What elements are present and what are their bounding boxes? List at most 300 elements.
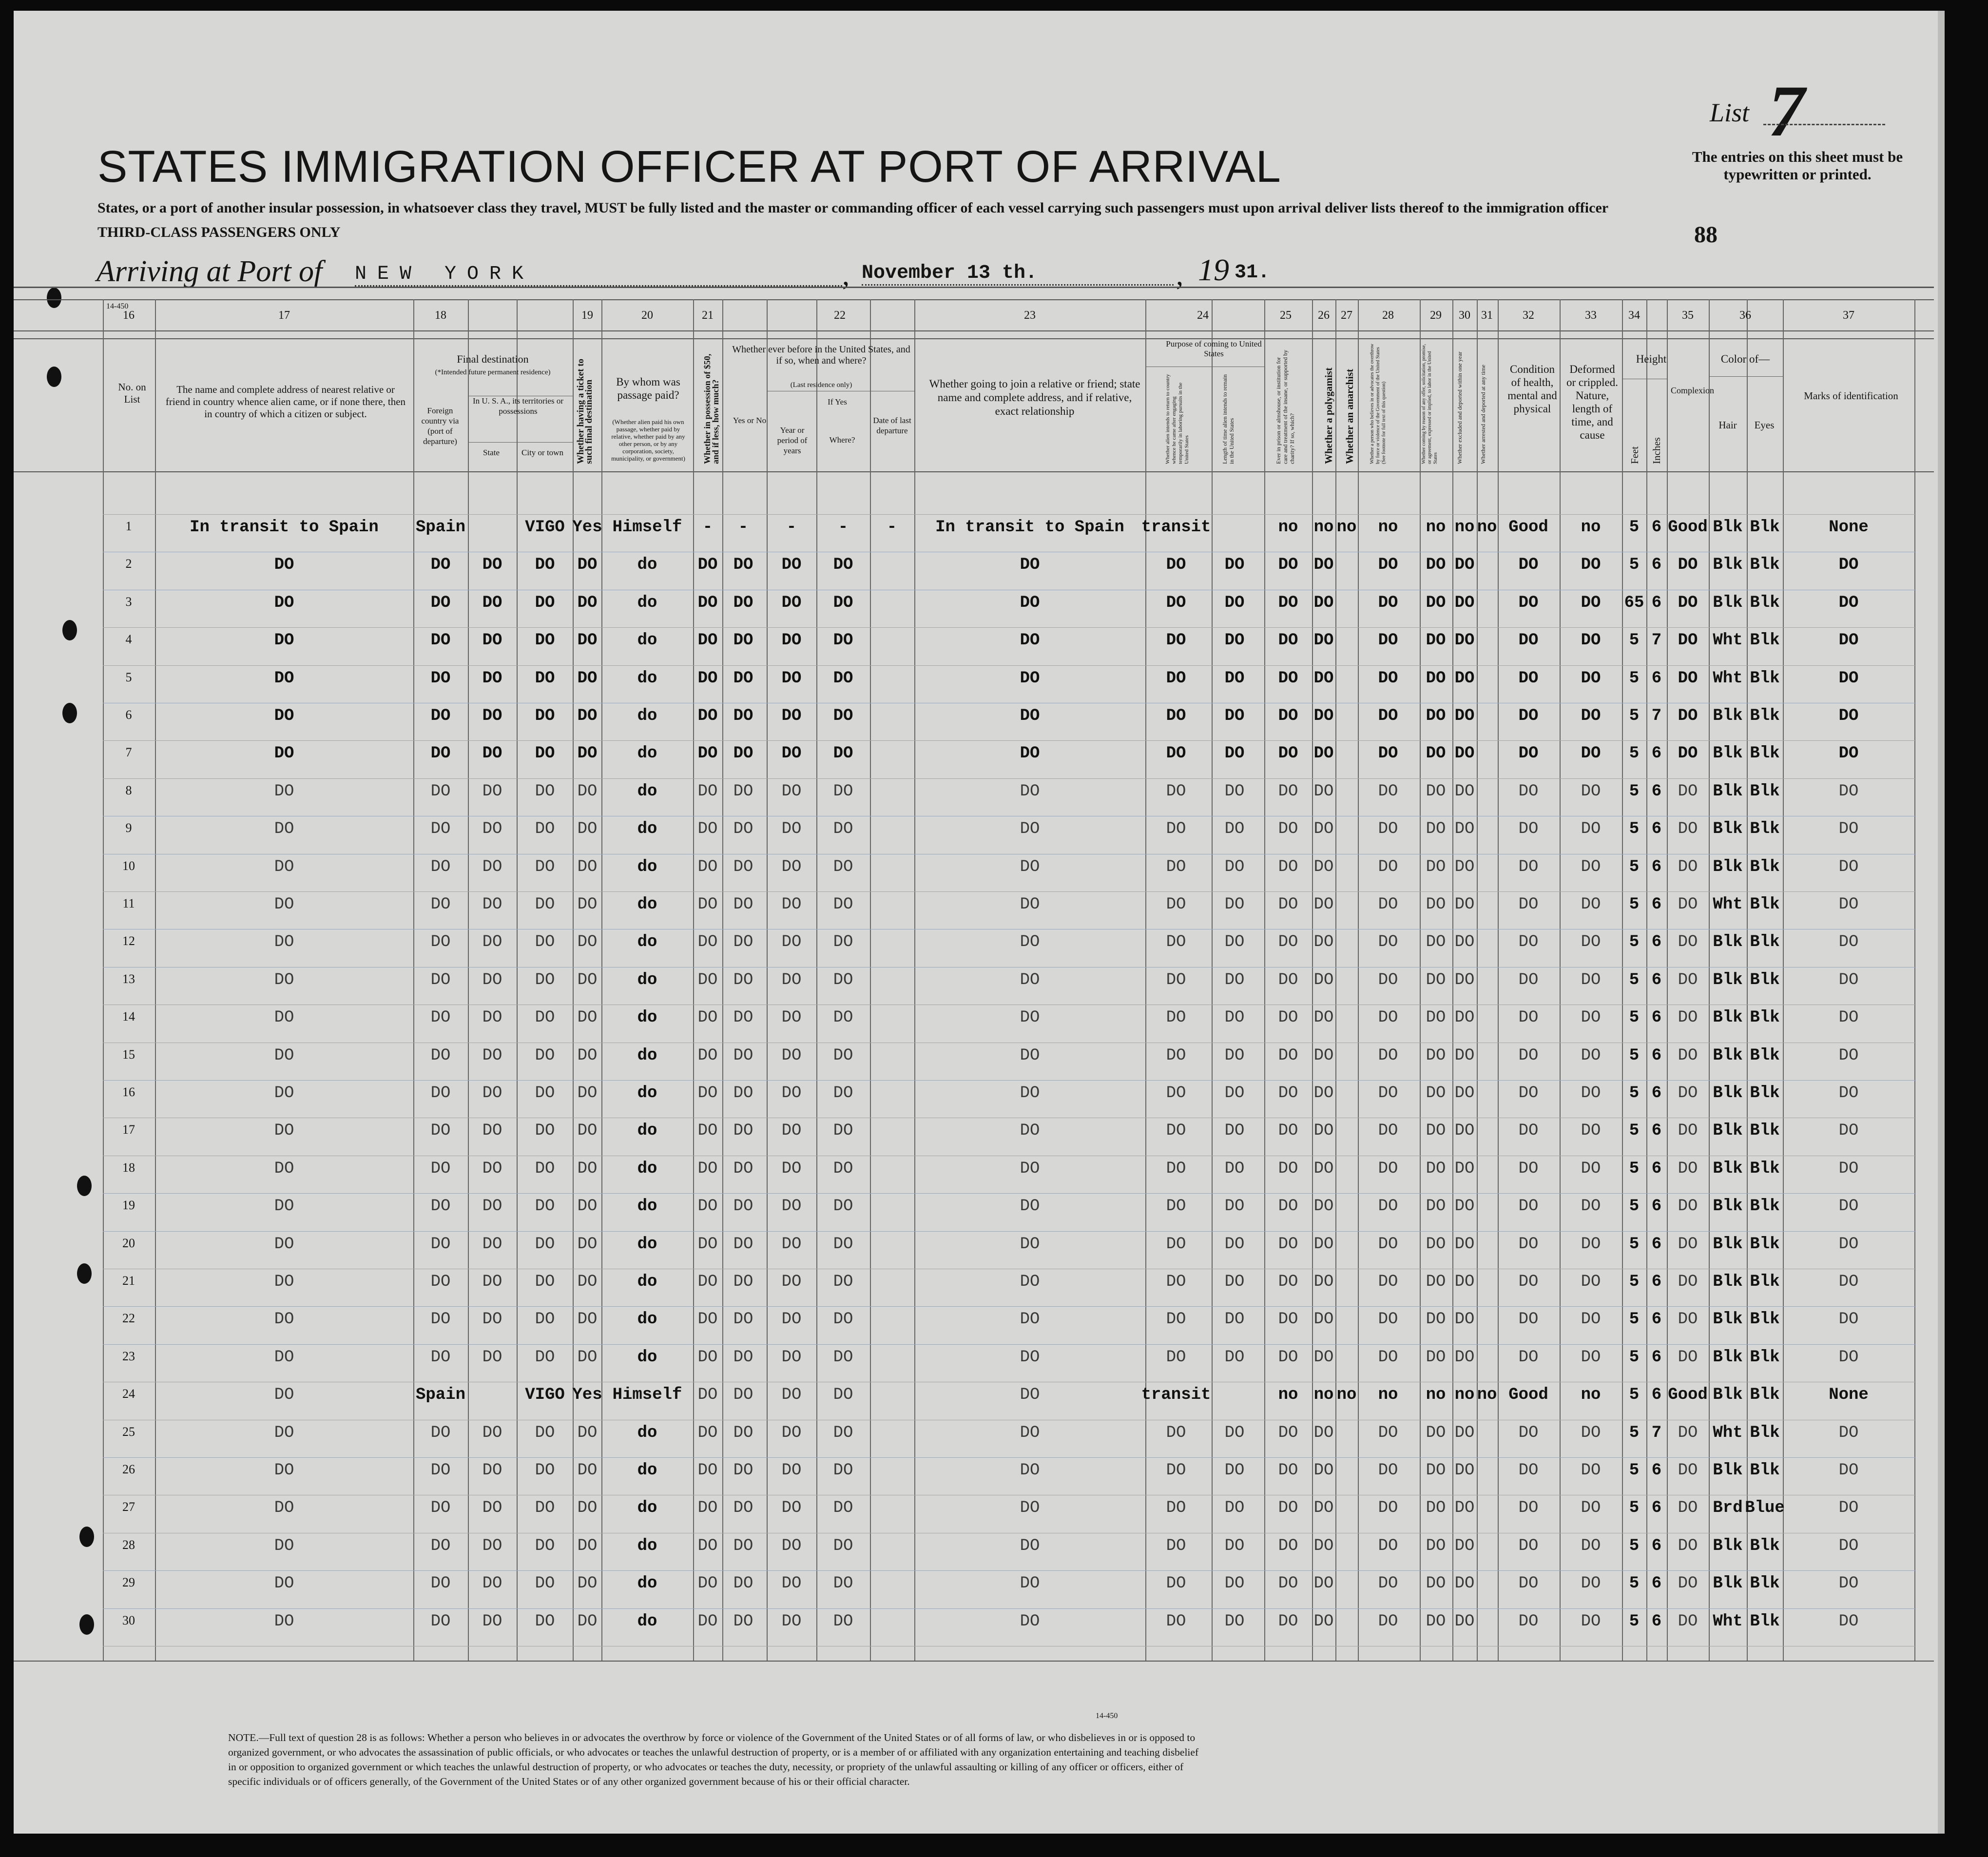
cell-c23: DO [1020, 1348, 1040, 1367]
cell-c33: DO [1581, 1235, 1601, 1254]
cell-state: DO [482, 895, 502, 914]
cell-c33: DO [1581, 556, 1601, 575]
cell-c33: DO [1581, 1008, 1601, 1027]
cell-complexion: DO [1678, 1122, 1698, 1141]
cell-c32: DO [1518, 1612, 1539, 1631]
cell-feet: 5 [1629, 1008, 1640, 1027]
cell-c22b: DO [781, 1197, 802, 1216]
cell-state: DO [482, 1084, 502, 1103]
cell-relative: DO [274, 1084, 294, 1103]
cell-c33: DO [1581, 1612, 1601, 1631]
cell-c29: DO [1426, 857, 1446, 876]
cell-c33: DO [1581, 669, 1601, 688]
cell-c29: DO [1426, 631, 1446, 650]
cell-paid: do [637, 631, 657, 650]
cell-feet: 5 [1629, 1386, 1640, 1405]
cell-c26: DO [1313, 1159, 1334, 1178]
row-number: 19 [122, 1198, 135, 1213]
cell-ticket: DO [577, 857, 598, 876]
subheader-rule [468, 442, 573, 443]
cell-c25: DO [1278, 895, 1298, 914]
cell-c30: DO [1454, 631, 1475, 650]
cell-ticket: DO [577, 707, 598, 725]
cell-c29: DO [1426, 1235, 1446, 1254]
cell-c25: DO [1278, 782, 1298, 801]
cell-c32: DO [1518, 895, 1539, 914]
cell-c26: DO [1313, 593, 1334, 612]
cell-c33: DO [1581, 744, 1601, 763]
cell-c22a: DO [733, 1046, 753, 1065]
cell-hair: Blk [1713, 1122, 1743, 1141]
cell-inches: 6 [1651, 1122, 1662, 1141]
binder-hole [62, 703, 77, 723]
cell-marks: DO [1838, 970, 1859, 989]
cell-c26: DO [1313, 1084, 1334, 1103]
cell-c32: DO [1518, 782, 1539, 801]
cell-complexion: DO [1678, 593, 1698, 612]
cell-feet: 5 [1629, 895, 1640, 914]
cell-complexion: DO [1678, 1574, 1698, 1593]
cell-c24a: DO [1166, 669, 1186, 688]
cell-eyes: Blk [1750, 970, 1780, 989]
cell-foreign: DO [430, 1536, 451, 1555]
cell-c29: DO [1426, 1159, 1446, 1178]
cell-feet: 5 [1629, 1197, 1640, 1216]
cell-c22c: DO [833, 1273, 853, 1291]
cell-c33: DO [1581, 1197, 1601, 1216]
row-number: 3 [125, 594, 132, 609]
cell-c22a: DO [733, 1084, 753, 1103]
cell-c25: DO [1278, 820, 1298, 839]
cell-marks: None [1829, 1386, 1869, 1405]
col18-city: City or town [521, 448, 563, 457]
row-number: 25 [122, 1424, 135, 1439]
row-rule [103, 1306, 1916, 1307]
cell-c21: DO [697, 593, 718, 612]
cell-city: DO [535, 1008, 555, 1027]
cell-c22a: DO [733, 1235, 753, 1254]
col24-return: Whether alien intends to return to country whence he came after engaging temporarily in laboring pursuits in the United States [1165, 374, 1190, 464]
cell-c25: DO [1278, 1536, 1298, 1555]
cell-complexion: DO [1678, 933, 1698, 952]
cell-paid: do [637, 744, 657, 763]
row-number: 1 [125, 519, 132, 533]
cell-relative: DO [274, 1574, 294, 1593]
cell-complexion: DO [1678, 1461, 1698, 1480]
cell-state: DO [482, 1310, 502, 1329]
cell-eyes: Blk [1750, 1612, 1780, 1631]
cell-c28: DO [1378, 857, 1398, 876]
cell-feet: 5 [1629, 1046, 1640, 1065]
cell-c30: DO [1454, 1084, 1475, 1103]
cell-state: DO [482, 593, 502, 612]
cell-inches: 6 [1651, 744, 1662, 763]
cell-city: DO [535, 782, 555, 801]
cell-c33: DO [1581, 1122, 1601, 1141]
col24-length: Length of time alien intends to remain in the United States [1221, 374, 1235, 464]
cell-inches: 7 [1651, 707, 1662, 725]
cell-city: DO [535, 1122, 555, 1141]
cell-c32: DO [1518, 1499, 1539, 1518]
cell-c30: DO [1454, 1122, 1475, 1141]
cell-c25: DO [1278, 970, 1298, 989]
cell-c22a: DO [733, 782, 753, 801]
cell-c24b: DO [1224, 782, 1245, 801]
cell-state: DO [482, 1046, 502, 1065]
col36-header: Color of— [1720, 353, 1770, 365]
cell-c25: DO [1278, 1461, 1298, 1480]
cell-c24b: DO [1224, 669, 1245, 688]
cell-complexion: DO [1678, 857, 1698, 876]
cell-relative: DO [274, 1122, 294, 1141]
cell-feet: 5 [1629, 669, 1640, 688]
cell-c25: DO [1278, 1612, 1298, 1631]
cell-c23: DO [1020, 1084, 1040, 1103]
col22-period: Year or period of years [777, 426, 808, 455]
cell-state: DO [482, 933, 502, 952]
cell-complexion: DO [1678, 895, 1698, 914]
year-prefix: 19 [1198, 252, 1229, 287]
cell-c22a: DO [733, 933, 753, 952]
cell-paid: do [637, 1461, 657, 1480]
cell-marks: DO [1838, 1235, 1859, 1254]
cell-c25: DO [1278, 707, 1298, 725]
cell-c27: no [1336, 1386, 1357, 1405]
cell-relative: DO [274, 1499, 294, 1518]
cell-c33: DO [1581, 970, 1601, 989]
cell-c23: DO [1020, 820, 1040, 839]
cell-hair: Blk [1713, 1046, 1743, 1065]
cell-hair: Blk [1713, 1348, 1743, 1367]
cell-c22a: DO [733, 556, 753, 575]
cell-city: DO [535, 707, 555, 725]
cell-c33: DO [1581, 1159, 1601, 1178]
cell-c33: DO [1581, 1310, 1601, 1329]
port-field: NEW YORK [355, 263, 842, 287]
cell-city: VIGO [525, 518, 565, 537]
cell-c24b: DO [1224, 1046, 1245, 1065]
row-number: 24 [122, 1387, 135, 1401]
cell-c26: DO [1313, 1499, 1334, 1518]
arrival-date-field: November 13 th. [862, 262, 1174, 286]
separator: , [1176, 259, 1183, 291]
cell-c28: DO [1378, 1273, 1398, 1291]
cell-c32: DO [1518, 857, 1539, 876]
cell-c32: DO [1518, 1574, 1539, 1593]
cell-hair: Wht [1713, 1423, 1743, 1442]
cell-relative: DO [274, 1235, 294, 1254]
cell-ticket: DO [577, 895, 598, 914]
cell-c32: DO [1518, 631, 1539, 650]
cell-relative: DO [274, 820, 294, 839]
cell-eyes: Blk [1750, 593, 1780, 612]
column-rule [155, 299, 156, 1661]
cell-c29: DO [1426, 933, 1446, 952]
cell-c22a: DO [733, 707, 753, 725]
cell-c28: DO [1378, 669, 1398, 688]
cell-inches: 6 [1651, 1612, 1662, 1631]
cell-eyes: Blk [1750, 1008, 1780, 1027]
col33-header: Deformed or crippled. Nature, length of time, and cause [1566, 363, 1618, 441]
cell-c29: DO [1426, 970, 1446, 989]
cell-c26: DO [1313, 1536, 1334, 1555]
cell-c22b: DO [781, 1574, 802, 1593]
cell-relative: DO [274, 1612, 294, 1631]
cell-eyes: Blk [1750, 707, 1780, 725]
cell-complexion: DO [1678, 1348, 1698, 1367]
cell-c24a: DO [1166, 1122, 1186, 1141]
cell-c22a: DO [733, 1536, 753, 1555]
cell-c32: DO [1518, 1046, 1539, 1065]
footnote: NOTE.—Full text of question 28 is as follows: Whether a person who believes in or advocates the overthrow by force or violence of the Government of the United States or of all forms of law, or who disbelieves in or is opposed to organized government, or who advocates the assassination of public officials, or who advocates or teaches the unlawful destruction of property, or is a member of or affiliated with any organization entertaining and teaching disbelief in or opposition to organized government or which teaches the unlawful destruction of property, or who advocates or teaches the duty, necessity, or propriety of the unlawful assaulting or killing of any officer or officers, either of specific individuals or of officers generally, of the Government of the United States or of any other organized government because of his or their official character. [228, 1732, 1199, 1787]
cell-inches: 6 [1651, 895, 1662, 914]
cell-c28: DO [1378, 1612, 1398, 1631]
cell-c28: DO [1378, 970, 1398, 989]
cell-c22c: DO [833, 556, 853, 575]
cell-c23: DO [1020, 1197, 1040, 1216]
cell-c24a: DO [1166, 556, 1186, 575]
cell-c22b: DO [781, 857, 802, 876]
cell-c21: DO [697, 1612, 718, 1631]
column-number: 24 [1197, 309, 1209, 322]
cell-c22a: DO [733, 1612, 753, 1631]
cell-state: DO [482, 1235, 502, 1254]
page-title: STATES IMMIGRATION OFFICER AT PORT OF ARRIVAL [97, 142, 1281, 192]
column-number: 25 [1280, 309, 1292, 322]
cell-c22a: DO [733, 1348, 753, 1367]
cell-marks: DO [1838, 593, 1859, 612]
cell-c23: DO [1020, 1122, 1040, 1141]
cell-c21: DO [697, 707, 718, 725]
cell-ticket: Yes [572, 518, 602, 537]
cell-eyes: Blk [1750, 1159, 1780, 1178]
cell-c33: DO [1581, 1536, 1601, 1555]
cell-marks: DO [1838, 744, 1859, 763]
cell-c26: DO [1313, 1197, 1334, 1216]
cell-c28: DO [1378, 1536, 1398, 1555]
cell-c22c: DO [833, 895, 853, 914]
cell-c25: no [1278, 518, 1298, 537]
cell-c28: DO [1378, 1008, 1398, 1027]
cell-ticket: DO [577, 631, 598, 650]
cell-c22b: DO [781, 1461, 802, 1480]
column-number: 35 [1682, 309, 1694, 322]
header-rule [14, 338, 1934, 339]
cell-complexion: DO [1678, 1273, 1698, 1291]
cell-relative: DO [274, 593, 294, 612]
cell-c28: DO [1378, 1348, 1398, 1367]
cell-c33: no [1581, 518, 1601, 537]
cell-feet: 5 [1629, 1348, 1640, 1367]
cell-c25: DO [1278, 857, 1298, 876]
cell-ticket: DO [577, 1310, 598, 1329]
cell-c22b: DO [781, 970, 802, 989]
cell-c25: DO [1278, 1046, 1298, 1065]
cell-c24b: DO [1224, 1536, 1245, 1555]
cell-paid: do [637, 1612, 657, 1631]
cell-c24b: DO [1224, 857, 1245, 876]
column-number: 28 [1382, 309, 1394, 322]
cell-c28: DO [1378, 593, 1398, 612]
cell-hair: Blk [1713, 707, 1743, 725]
cell-foreign: DO [430, 1461, 451, 1480]
cell-c22b: DO [781, 1273, 802, 1291]
cell-c22a: DO [733, 1197, 753, 1216]
cell-c28: DO [1378, 1574, 1398, 1593]
cell-c32: DO [1518, 933, 1539, 952]
cell-c22b: DO [781, 1084, 802, 1103]
column-number: 19 [581, 309, 593, 322]
cell-c25: DO [1278, 631, 1298, 650]
row-number: 13 [122, 971, 135, 986]
cell-c28: DO [1378, 820, 1398, 839]
cell-c29: DO [1426, 744, 1446, 763]
cell-marks: DO [1838, 1046, 1859, 1065]
cell-c24b: DO [1224, 1612, 1245, 1631]
cell-c23: DO [1020, 1008, 1040, 1027]
cell-c29: DO [1426, 1499, 1446, 1518]
cell-c25: DO [1278, 933, 1298, 952]
cell-c32: DO [1518, 1122, 1539, 1141]
cell-ticket: DO [577, 1273, 598, 1291]
cell-c23: DO [1020, 1499, 1040, 1518]
cell-state: DO [482, 707, 502, 725]
cell-c22b: DO [781, 1612, 802, 1631]
list-number: 7 [1768, 71, 1805, 152]
cell-ticket: DO [577, 556, 598, 575]
cell-c30: DO [1454, 1159, 1475, 1178]
cell-complexion: DO [1678, 556, 1698, 575]
cell-complexion: DO [1678, 1197, 1698, 1216]
cell-state: DO [482, 1122, 502, 1141]
cell-c32: DO [1518, 820, 1539, 839]
cell-c33: DO [1581, 933, 1601, 952]
cell-relative: DO [274, 782, 294, 801]
cell-c32: Good [1508, 1386, 1548, 1405]
cell-c30: DO [1454, 744, 1475, 763]
cell-complexion: DO [1678, 1310, 1698, 1329]
cell-c23: DO [1020, 1235, 1040, 1254]
row-rule [103, 627, 1916, 628]
cell-hair: Blk [1713, 1574, 1743, 1593]
cell-foreign: DO [430, 1235, 451, 1254]
cell-c26: DO [1313, 933, 1334, 952]
cell-foreign: DO [430, 933, 451, 952]
cell-c22b: DO [781, 1536, 802, 1555]
cell-c31: no [1477, 1386, 1497, 1405]
cell-feet: 5 [1629, 1310, 1640, 1329]
cell-c24a: DO [1166, 820, 1186, 839]
col22-date: Date of last departure [873, 416, 911, 435]
cell-c33: no [1581, 1386, 1601, 1405]
cell-c33: DO [1581, 1499, 1601, 1518]
cell-inches: 6 [1651, 1159, 1662, 1178]
cell-c32: DO [1518, 593, 1539, 612]
cell-foreign: DO [430, 1159, 451, 1178]
column-number: 21 [702, 309, 714, 322]
cell-paid: do [637, 556, 657, 575]
cell-eyes: Blk [1750, 1461, 1780, 1480]
cell-c24b: DO [1224, 744, 1245, 763]
cell-hair: Blk [1713, 820, 1743, 839]
cell-c26: DO [1313, 782, 1334, 801]
cell-c25: DO [1278, 1310, 1298, 1329]
cell-feet: 5 [1629, 1461, 1640, 1480]
cell-c29: DO [1426, 1423, 1446, 1442]
row-number: 14 [122, 1009, 135, 1024]
cell-foreign: DO [430, 820, 451, 839]
cell-marks: DO [1838, 857, 1859, 876]
cell-foreign: DO [430, 1574, 451, 1593]
cell-relative: DO [274, 1197, 294, 1216]
cell-c21: DO [697, 895, 718, 914]
col34-inches: Inches [1651, 437, 1662, 464]
cell-complexion: DO [1678, 1046, 1698, 1065]
cell-city: DO [535, 1423, 555, 1442]
cell-c23: DO [1020, 669, 1040, 688]
cell-c24b: DO [1224, 1348, 1245, 1367]
column-rule [103, 299, 104, 1661]
cell-c24b: DO [1224, 631, 1245, 650]
cell-city: VIGO [525, 1386, 565, 1405]
cell-hair: Blk [1713, 970, 1743, 989]
cell-c24a: DO [1166, 1273, 1186, 1291]
cell-c28: DO [1378, 1197, 1398, 1216]
binder-hole [47, 288, 61, 308]
cell-inches: 6 [1651, 1235, 1662, 1254]
column-number: 17 [278, 309, 290, 322]
cell-c21: DO [697, 1084, 718, 1103]
cell-hair: Blk [1713, 1197, 1743, 1216]
cell-city: DO [535, 1574, 555, 1593]
cell-c28: DO [1378, 782, 1398, 801]
cell-c22c: DO [833, 1159, 853, 1178]
cell-inches: 6 [1651, 556, 1662, 575]
cell-foreign: DO [430, 1612, 451, 1631]
cell-c21: DO [697, 744, 718, 763]
cell-feet: 5 [1629, 1273, 1640, 1291]
cell-hair: Blk [1713, 1084, 1743, 1103]
cell-c29: DO [1426, 1046, 1446, 1065]
cell-c24b: DO [1224, 820, 1245, 839]
cell-ticket: DO [577, 1536, 598, 1555]
cell-c32: DO [1518, 970, 1539, 989]
cell-c22a: DO [733, 1008, 753, 1027]
cell-c24b: DO [1224, 1235, 1245, 1254]
cell-state: DO [482, 1273, 502, 1291]
cell-complexion: DO [1678, 707, 1698, 725]
cell-c26: DO [1313, 1574, 1334, 1593]
cell-inches: 6 [1651, 1197, 1662, 1216]
cell-city: DO [535, 556, 555, 575]
cell-paid: do [637, 1310, 657, 1329]
cell-c21: DO [697, 556, 718, 575]
cell-relative: DO [274, 857, 294, 876]
cell-ticket: DO [577, 1235, 598, 1254]
cell-c24a: DO [1166, 1046, 1186, 1065]
cell-c30: DO [1454, 820, 1475, 839]
cell-ticket: DO [577, 782, 598, 801]
col20-title: By whom was passage paid? [616, 376, 680, 401]
cell-marks: DO [1838, 1612, 1859, 1631]
cell-hair: Blk [1713, 556, 1743, 575]
cell-c28: no [1378, 1386, 1398, 1405]
cell-eyes: Blk [1750, 1084, 1780, 1103]
cell-c33: DO [1581, 1273, 1601, 1291]
cell-c24a: DO [1166, 1612, 1186, 1631]
cell-eyes: Blk [1750, 744, 1780, 763]
cell-c24b: DO [1224, 1574, 1245, 1593]
